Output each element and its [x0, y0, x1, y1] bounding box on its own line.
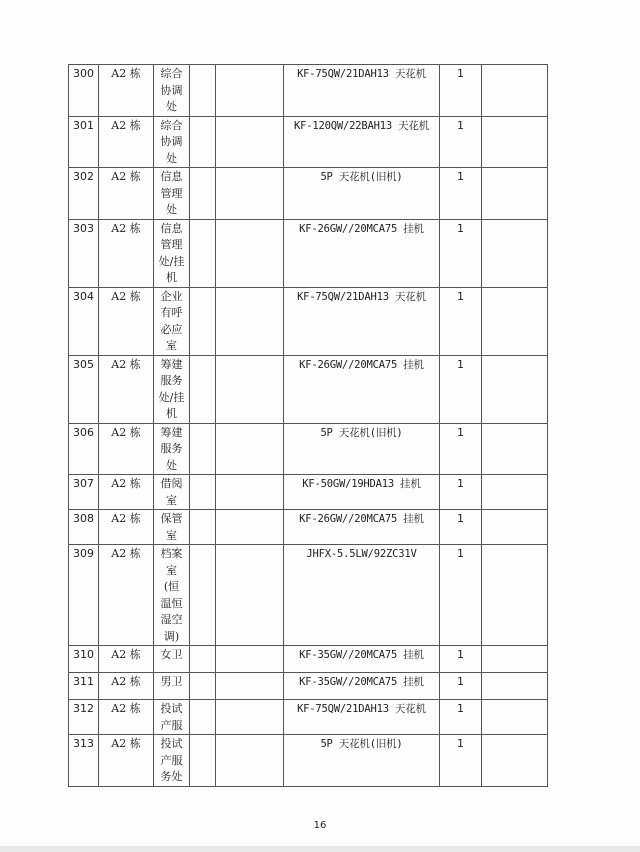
- cell-building: A2 栋: [99, 65, 154, 117]
- cell-location: [154, 65, 190, 117]
- cell-empty: [482, 219, 548, 287]
- cell-empty: [216, 700, 284, 735]
- cell-model: 5P 天花机(旧机): [284, 168, 440, 220]
- cell-qty: 1: [440, 673, 482, 700]
- cell-empty: [190, 700, 216, 735]
- table-row: [69, 700, 548, 735]
- cell-qty: 1: [440, 287, 482, 355]
- cell-empty: [190, 646, 216, 673]
- cell-no: 308: [69, 510, 99, 545]
- cell-empty: [482, 646, 548, 673]
- cell-location-text: 女卫: [160, 648, 183, 661]
- cell-empty: [190, 65, 216, 117]
- cell-qty: 1: [440, 545, 482, 646]
- cell-building: A2 栋: [99, 700, 154, 735]
- cell-empty: [482, 510, 548, 545]
- cell-building: A2 栋: [99, 510, 154, 545]
- cell-location: [154, 423, 190, 475]
- cell-empty: [482, 475, 548, 510]
- cell-no: 309: [69, 545, 99, 646]
- cell-no: 307: [69, 475, 99, 510]
- cell-model: KF-75QW/21DAH13 天花机: [284, 65, 440, 117]
- cell-empty: [216, 355, 284, 423]
- cell-location: [154, 646, 190, 673]
- cell-qty: 1: [440, 219, 482, 287]
- page-number: 16: [313, 820, 327, 831]
- cell-empty: [216, 219, 284, 287]
- cell-location: [154, 355, 190, 423]
- cell-empty: [190, 219, 216, 287]
- table-row: [69, 545, 548, 646]
- table-row: [69, 735, 548, 787]
- cell-no: 300: [69, 65, 99, 117]
- cell-empty: [216, 735, 284, 787]
- cell-location: [154, 510, 190, 545]
- cell-location: [154, 116, 190, 168]
- cell-location: [154, 700, 190, 735]
- cell-empty: [190, 545, 216, 646]
- cell-qty: 1: [440, 646, 482, 673]
- table-row: [69, 475, 548, 510]
- cell-model: KF-50GW/19HDA13 挂机: [284, 475, 440, 510]
- cell-empty: [216, 673, 284, 700]
- cell-empty: [190, 355, 216, 423]
- cell-location-text: 综合协调处: [160, 67, 183, 113]
- cell-qty: 1: [440, 700, 482, 735]
- cell-location-text: 投试产服: [160, 702, 183, 732]
- cell-empty: [216, 287, 284, 355]
- cell-empty: [216, 545, 284, 646]
- cell-model: JHFX-5.5LW/92ZC31V: [284, 545, 440, 646]
- cell-empty: [216, 510, 284, 545]
- cell-building: A2 栋: [99, 646, 154, 673]
- cell-empty: [482, 545, 548, 646]
- cell-empty: [482, 287, 548, 355]
- cell-building: A2 栋: [99, 355, 154, 423]
- cell-qty: 1: [440, 735, 482, 787]
- cell-location-text: 借阅室: [160, 477, 183, 507]
- cell-empty: [190, 735, 216, 787]
- table-row: [69, 287, 548, 355]
- cell-empty: [482, 65, 548, 117]
- cell-model: 5P 天花机(旧机): [284, 735, 440, 787]
- cell-empty: [482, 168, 548, 220]
- cell-location: [154, 287, 190, 355]
- table-row: [69, 355, 548, 423]
- table-row: [69, 65, 548, 117]
- table-row: [69, 168, 548, 220]
- table-row: [69, 116, 548, 168]
- cell-location: [154, 545, 190, 646]
- cell-location: [154, 673, 190, 700]
- cell-empty: [482, 355, 548, 423]
- cell-no: 311: [69, 673, 99, 700]
- cell-location-text: 男卫: [160, 675, 183, 688]
- cell-model: KF-26GW//20MCA75 挂机: [284, 355, 440, 423]
- cell-empty: [190, 116, 216, 168]
- cell-empty: [190, 510, 216, 545]
- cell-location-text: 信息管理处: [160, 170, 183, 216]
- cell-location-text: 综合协调处: [160, 118, 183, 165]
- cell-location-text: 档案室(恒温恒湿空调): [160, 547, 183, 643]
- cell-building: A2 栋: [99, 168, 154, 220]
- cell-location-text: 保管室: [160, 512, 183, 542]
- table-row: [69, 219, 548, 287]
- cell-location: [154, 219, 190, 287]
- cell-model: KF-75QW/21DAH13 天花机: [284, 700, 440, 735]
- cell-qty: 1: [440, 168, 482, 220]
- cell-location: [154, 168, 190, 220]
- table-row: [69, 673, 548, 700]
- cell-no: 306: [69, 423, 99, 475]
- cell-empty: [216, 116, 284, 168]
- cell-empty: [216, 423, 284, 475]
- cell-model: KF-35GW//20MCA75 挂机: [284, 673, 440, 700]
- cell-building: A2 栋: [99, 116, 154, 168]
- cell-no: 303: [69, 219, 99, 287]
- cell-building: A2 栋: [99, 475, 154, 510]
- cell-location: [154, 735, 190, 787]
- cell-empty: [216, 475, 284, 510]
- table-row: [69, 423, 548, 475]
- cell-model: KF-26GW//20MCA75 挂机: [284, 510, 440, 545]
- cell-qty: 1: [440, 510, 482, 545]
- cell-building: A2 栋: [99, 545, 154, 646]
- cell-no: 304: [69, 287, 99, 355]
- cell-model: KF-120QW/22BAH13 天花机: [284, 116, 440, 168]
- cell-qty: 1: [440, 475, 482, 510]
- cell-building: A2 栋: [99, 735, 154, 787]
- cell-empty: [482, 673, 548, 700]
- cell-empty: [482, 116, 548, 168]
- table-row: [69, 646, 548, 673]
- cell-no: 305: [69, 355, 99, 423]
- cell-location-text: 信息管理处/挂机: [158, 221, 185, 284]
- cell-building: A2 栋: [99, 423, 154, 475]
- cell-no: 301: [69, 116, 99, 168]
- cell-no: 313: [69, 735, 99, 787]
- cell-empty: [190, 287, 216, 355]
- equipment-table: [68, 64, 548, 787]
- cell-qty: 1: [440, 65, 482, 117]
- cell-empty: [482, 735, 548, 787]
- cell-location-text: 筹建服务处/挂机: [158, 357, 185, 420]
- cell-location-text: 投试产服务处: [160, 737, 183, 783]
- cell-empty: [216, 168, 284, 220]
- cell-empty: [216, 646, 284, 673]
- cell-no: 312: [69, 700, 99, 735]
- cell-model: 5P 天花机(旧机): [284, 423, 440, 475]
- page-bottom-edge: [0, 846, 640, 852]
- cell-empty: [190, 168, 216, 220]
- cell-location-text: 筹建服务处: [160, 425, 183, 472]
- cell-qty: 1: [440, 116, 482, 168]
- cell-no: 310: [69, 646, 99, 673]
- cell-empty: [482, 700, 548, 735]
- cell-model: KF-26GW//20MCA75 挂机: [284, 219, 440, 287]
- table-row: [69, 510, 548, 545]
- cell-empty: [216, 65, 284, 117]
- cell-empty: [482, 423, 548, 475]
- cell-building: A2 栋: [99, 673, 154, 700]
- cell-qty: 1: [440, 355, 482, 423]
- cell-model: KF-35GW//20MCA75 挂机: [284, 646, 440, 673]
- cell-location: [154, 475, 190, 510]
- cell-model: KF-75QW/21DAH13 天花机: [284, 287, 440, 355]
- cell-empty: [190, 475, 216, 510]
- cell-empty: [190, 673, 216, 700]
- cell-building: A2 栋: [99, 219, 154, 287]
- cell-building: A2 栋: [99, 287, 154, 355]
- cell-no: 302: [69, 168, 99, 220]
- cell-empty: [190, 423, 216, 475]
- cell-location-text: 企业有呼必应室: [160, 289, 183, 352]
- cell-qty: 1: [440, 423, 482, 475]
